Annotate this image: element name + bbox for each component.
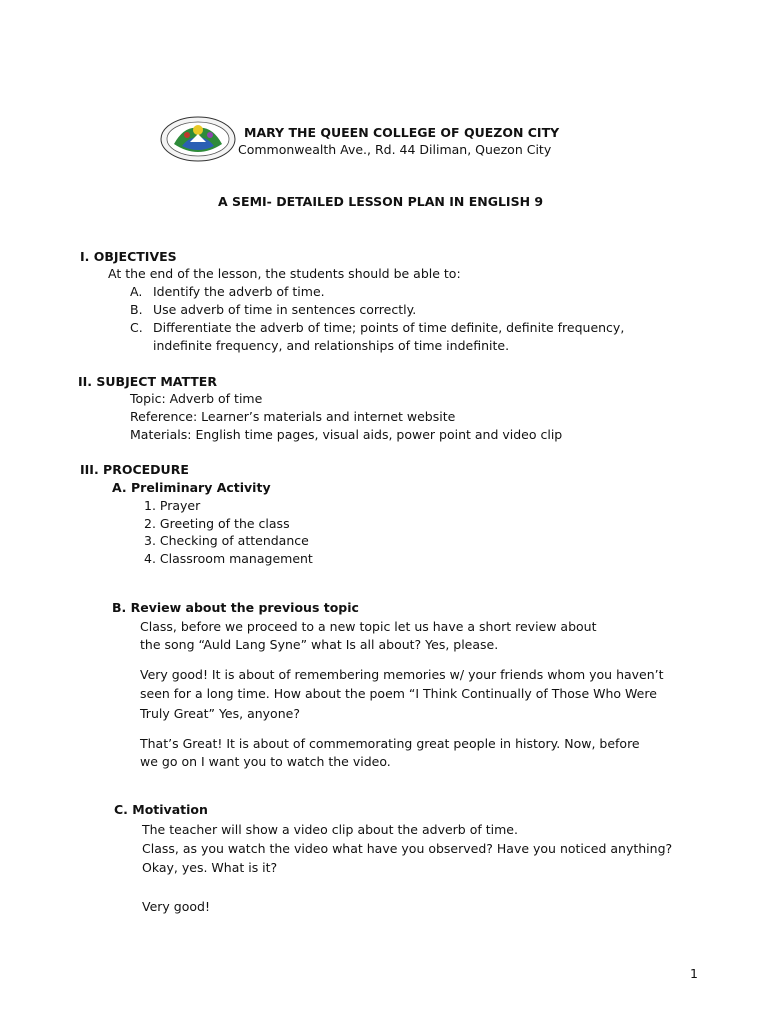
review-line: we go on I want you to watch the video. <box>140 754 391 769</box>
subject-topic: Topic: Adverb of time <box>130 391 263 406</box>
motivation-line: Okay, yes. What is it? <box>142 860 278 875</box>
review-line: Class, before we proceed to a new topic let us have a short review about <box>140 619 597 634</box>
objective-item: Identify the adverb of time. <box>153 284 325 299</box>
motivation-line: The teacher will show a video clip about the adverb of time. <box>142 822 518 837</box>
objectives-intro: At the end of the lesson, the students should be able to: <box>108 266 461 281</box>
procedure-heading: III. PROCEDURE <box>80 462 189 477</box>
page-number: 1 <box>690 966 698 981</box>
objective-marker: C. <box>130 320 143 335</box>
school-name: MARY THE QUEEN COLLEGE OF QUEZON CITY <box>244 125 560 140</box>
review-line: the song “Auld Lang Syne” what Is all about? Yes, please. <box>140 637 499 652</box>
preliminary-item: 2. Greeting of the class <box>144 516 290 531</box>
objective-item-continued: indefinite frequency, and relationships of time indefinite. <box>153 338 510 353</box>
motivation-heading: C. Motivation <box>114 802 208 817</box>
objective-item: Use adverb of time in sentences correctly. <box>153 302 417 317</box>
motivation-line: Class, as you watch the video what have you observed? Have you noticed anything? <box>142 841 673 856</box>
review-line: seen for a long time. How about the poem “I Think Continually of Those Who Were <box>140 686 657 701</box>
subject-matter-heading: II. SUBJECT MATTER <box>78 374 217 389</box>
objectives-heading: I. OBJECTIVES <box>80 249 177 264</box>
school-address: Commonwealth Ave., Rd. 44 Diliman, Quezon City <box>238 142 552 157</box>
preliminary-item: 1. Prayer <box>144 498 201 513</box>
document-title: A SEMI- DETAILED LESSON PLAN IN ENGLISH 9 <box>218 194 544 209</box>
subject-reference: Reference: Learner’s materials and internet website <box>130 409 456 424</box>
subject-materials: Materials: English time pages, visual aids, power point and video clip <box>130 427 563 442</box>
preliminary-item: 4. Classroom management <box>144 551 313 566</box>
preliminary-item: 3. Checking of attendance <box>144 533 309 548</box>
school-logo-seal <box>160 116 236 162</box>
objective-marker: A. <box>130 284 143 299</box>
motivation-closing: Very good! <box>142 899 210 914</box>
review-heading: B. Review about the previous topic <box>112 600 359 615</box>
objective-marker: B. <box>130 302 143 317</box>
objective-item: Differentiate the adverb of time; points of time definite, definite frequency, <box>153 320 625 335</box>
review-line: Truly Great” Yes, anyone? <box>140 706 300 721</box>
preliminary-heading: A. Preliminary Activity <box>112 480 271 495</box>
review-line: Very good! It is about of remembering memories w/ your friends whom you haven’t <box>140 667 664 682</box>
review-line: That’s Great! It is about of commemorating great people in history. Now, before <box>140 736 640 751</box>
